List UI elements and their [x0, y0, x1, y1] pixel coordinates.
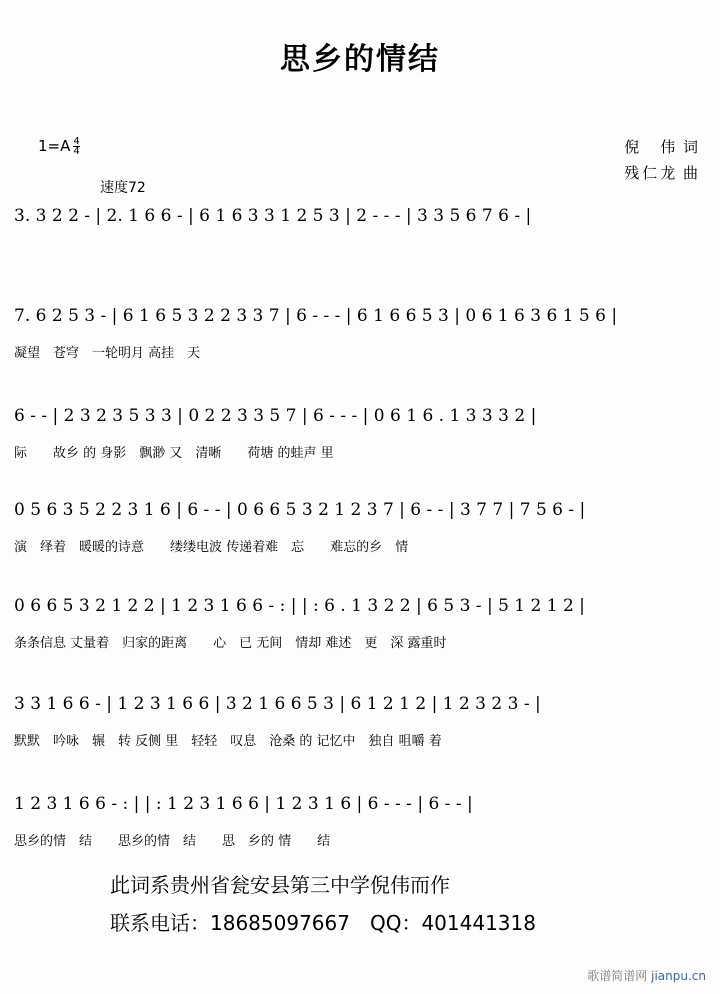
lyrics-line-7: 思乡的情 结 思乡的情 结 思 乡的 情 结: [14, 834, 331, 849]
notation-line-6: 3 3 1 6 6 - | 1 2 3 1 6 6 | 3 2 1 6 6 5 3 | 6 1 2 1 2 | 1 2 3 2 3 - |: [14, 694, 541, 714]
notation-line-7: 1 2 3 1 6 6 - : | | : 1 2 3 1 6 6 | 1 2 3 1 6 | 6 - - - | 6 - - |: [14, 794, 473, 814]
music-system-4: [0, 500, 720, 580]
time-signature-numerator: 4: [73, 136, 80, 147]
page-title: 思乡的情结: [280, 42, 440, 77]
watermark-site: jianpu.cn: [651, 969, 706, 983]
credit-lyricist: [624, 134, 698, 160]
notation-line-5: 0 6 6 5 3 2 1 2 2 | 1 2 3 1 6 6 - : | | : 6 . 1 3 2 2 | 6 5 3 - | 5 1 2 1 2 |: [14, 596, 585, 616]
credit-lyricist-name: 倪 伟: [624, 138, 679, 156]
credit-composer-role: 曲: [682, 164, 698, 182]
watermark: [587, 967, 706, 984]
footer-line-1: 此词系贵州省瓮安县第三中学倪伟而作: [110, 873, 450, 897]
key-signature-text: 1=A: [38, 137, 71, 155]
music-system-5: [0, 596, 720, 676]
watermark-text: 歌谱简谱网: [587, 969, 648, 983]
lyrics-line-6: 默默 吟咏 辗 转 反侧 里 轻轻 叹息 沧桑 的 记忆中 独自 咀嚼 着: [14, 734, 442, 749]
lyrics-line-5: 条条信息 丈量着 归家的距离 心 已 无间 情却 难述 更 深 露重时: [14, 636, 447, 651]
lyrics-line-2: 凝望 苍穹 一轮明月 高挂 天: [14, 346, 201, 361]
credit-composer-name: 残仁龙: [624, 164, 679, 182]
credits: [624, 134, 698, 186]
time-signature-denominator: 4: [73, 146, 80, 157]
time-signature: [73, 137, 79, 156]
music-system-2: [0, 306, 720, 386]
lyrics-line-3: 际 故乡 的 身影 飘渺 又 清晰 荷塘 的蛙声 里: [14, 446, 334, 461]
footer-note: [110, 866, 536, 942]
footer-line-2: 联系电话：18685097667 QQ：401441318: [110, 911, 536, 935]
music-system-7: [0, 794, 720, 874]
music-system-3: [0, 406, 720, 486]
key-signature: [38, 137, 80, 156]
notation-line-3: 6 - - | 2 3 2 3 5 3 3 | 0 2 2 3 3 5 7 | 6 - - - | 0 6 1 6 . 1 3 3 3 2 |: [14, 406, 537, 426]
music-system-6: [0, 694, 720, 774]
lyrics-line-1: [14, 242, 706, 264]
credit-lyricist-role: 词: [682, 138, 698, 156]
music-system-1: [0, 206, 720, 286]
tempo-marking: 速度72: [100, 180, 146, 196]
notation-line-2: 7. 6 2 5 3 - | 6 1 6 5 3 2 2 3 3 7 | 6 - - - | 6 1 6 6 5 3 | 0 6 1 6 3 6 1 5 6 |: [14, 306, 618, 326]
sheet-music-page: [0, 34, 720, 994]
credit-composer: [624, 160, 698, 186]
notation-line-4: 0 5 6 3 5 2 2 3 1 6 | 6 - - | 0 6 6 5 3 2 1 2 3 7 | 6 - - | 3 7 7 | 7 5 6 - |: [14, 500, 586, 520]
notation-line-1: 3. 3 2 2 - | 2. 1 6 6 - | 6 1 6 3 3 1 2 5 3 | 2 - - - | 3 3 5 6 7 6 - |: [14, 206, 532, 226]
lyrics-line-4: 演 绎着 暖暖的诗意 缕缕电波 传递着难 忘 难忘的乡 情: [14, 540, 409, 555]
